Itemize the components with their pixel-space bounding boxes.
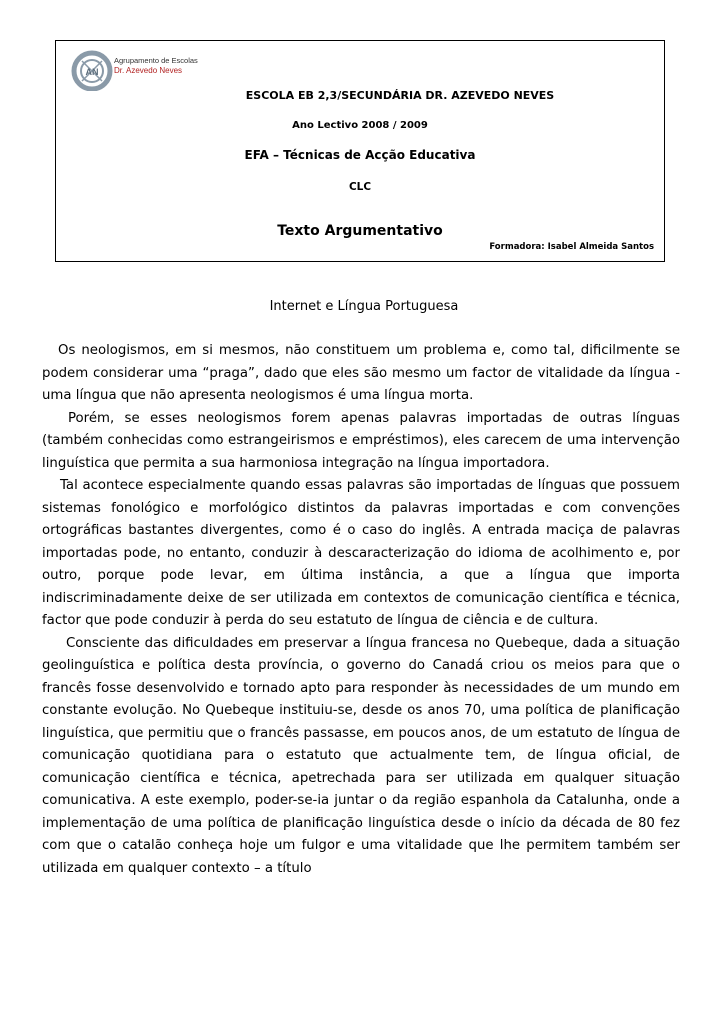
document-body [42, 340, 680, 880]
header-box [55, 40, 665, 262]
paragraph: Os neologismos, em si mesmos, não constituem um problema e, como tal, dificilmente se podem considerar uma “praga”, dado que eles são mesmo um factor de vitalidade da língua - uma língua que não apresenta neologismos é uma língua morta. [42, 343, 680, 403]
logo-text [114, 56, 198, 76]
subject-name: CLC [348, 181, 372, 193]
svg-text:AN: AN [85, 67, 99, 77]
logo-line1: Agrupamento de Escolas [114, 56, 198, 65]
school-name: ESCOLA EB 2,3/SECUNDÁRIA DR. AZEVEDO NEVES [245, 89, 555, 102]
school-year: Ano Lectivo 2008 / 2009 [292, 120, 428, 131]
school-emblem-icon [68, 47, 114, 91]
course-name: EFA – Técnicas de Acção Educativa [244, 148, 476, 162]
paragraph: Porém, se esses neologismos forem apenas palavras importadas de outras línguas (também conhecidas como estrangeirismos e empréstimos), eles carecem de uma intervenção linguística que permita a sua harmoniosa integração na língua importadora. [42, 410, 680, 471]
trainer-name: Formadora: Isabel Almeida Santos [489, 242, 654, 252]
paragraph: Tal acontece especialmente quando essas palavras são importadas de línguas que possuem sistemas fonológico e morfológico distintos da palavras importadas e com convenções ortográficas bastantes divergentes, como é o caso do inglês. A entrada maciça de palavras importadas pode, no entanto, conduzir à descaracterização do idioma de acolhimento e, por outro, porque pode levar, em última instância, a que a língua que importa indiscriminadamente deixe de ser utilizada em contextos de comunicação científica e técnica, factor que pode conduzir à perda do seu estatuto de língua de ciência e de cultura. [42, 478, 680, 628]
document-title: Internet e Língua Portuguesa [269, 299, 459, 314]
paragraph: Consciente das dificuldades em preservar a língua francesa no Quebeque, dada a situação geolinguística e política desta província, o governo do Canadá criou os meios para que o francês fosse desenvolvido e tornado apto para responder às necessidades de um mundo em constante evolução. No Quebeque instituiu-se, desde os anos 70, uma política de planificação linguística, que permitiu que o francês passasse, em poucos anos, de um estatuto de língua de comunicação quotidiana para o estatuto que actualmente tem, de língua oficial, de comunicação científica e técnica, apetrechada para ser utilizada em qualquer situação comunicativa. A este exemplo, poder-se-ia juntar o da região espanhola da Catalunha, onde a implementação de uma política de planificação linguística desde o início da década de 80 fez com que o catalão conheça hoje um fulgor e uma vitalidade que lhe permitem também ser utilizada em qualquer contexto – a título [42, 635, 680, 876]
logo-line2: Dr. Azevedo Neves [114, 66, 183, 75]
school-logo [68, 47, 198, 91]
document-kind: Texto Argumentativo [277, 223, 443, 239]
